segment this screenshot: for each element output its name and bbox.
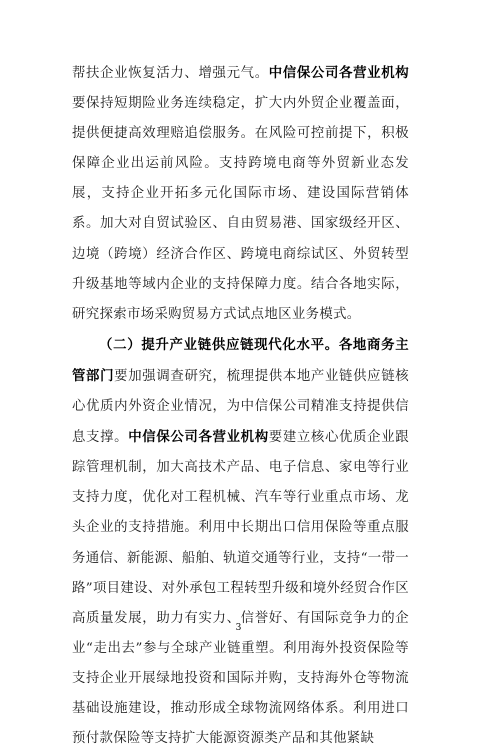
page-number: 3: [235, 623, 242, 633]
text-run: 要建立核心优质企业跟踪管理机制，加大高技术产品、电子信息、家电等行业支持力度，优化对工程机械、汽车等行业重点市场、龙头企业的支持措施。利用中长期出口信用保险等重点服务通信、新能源、船舶、轨道交通等行业，支持“一带一路”项目建设、对外承包工程转型升级和境外经贸合作区高质量发展，助力有实力、信誉好、有国际竞争力的企业“走出去”参与全球产业链重塑。利用海外投资保险等支持企业开展绿地投资和国际并购，支持海外仓等物流基础设施建设，推动形成全球物流网络体系。利用进口预付款保险等支持扩大能源资源类产品和其他紧缺: [72, 430, 409, 747]
paragraph-1: [72, 58, 409, 330]
section-heading: （二）提升产业链供应链现代化水平。各地商务主管部门: [72, 336, 409, 384]
bold-org-name: 中信保公司各营业机构: [268, 65, 409, 81]
paragraph-2: [72, 330, 409, 754]
text-run: 要加强调查研究，梳理提供本地产业链供应链核心优质内外资企业情况，为中信保公司精准支持提供信息支撑。: [72, 368, 409, 446]
text-run: 帮扶企业恢复活力、增强元气。: [72, 66, 269, 81]
bold-org-name: 中信保公司各营业机构: [128, 429, 269, 446]
body-text: [72, 58, 409, 754]
text-run: 要保持短期险业务连续稳定，扩大内外贸企业覆盖面，提供便捷高效理赔追偿服务。在风险可控前提下，积极保障企业出运前风险。支持跨境电商等外贸新业态发展，支持企业开拓多元化国际市场、建设国际营销体系。加大对自贸试验区、自由贸易港、国家级经开区、边境（跨境）经济合作区、跨境电商综试区、外贸转型升级基地等域内企业的支持保障力度。结合各地实际，研究探索市场采购贸易方式试点地区业务模式。: [72, 96, 409, 322]
